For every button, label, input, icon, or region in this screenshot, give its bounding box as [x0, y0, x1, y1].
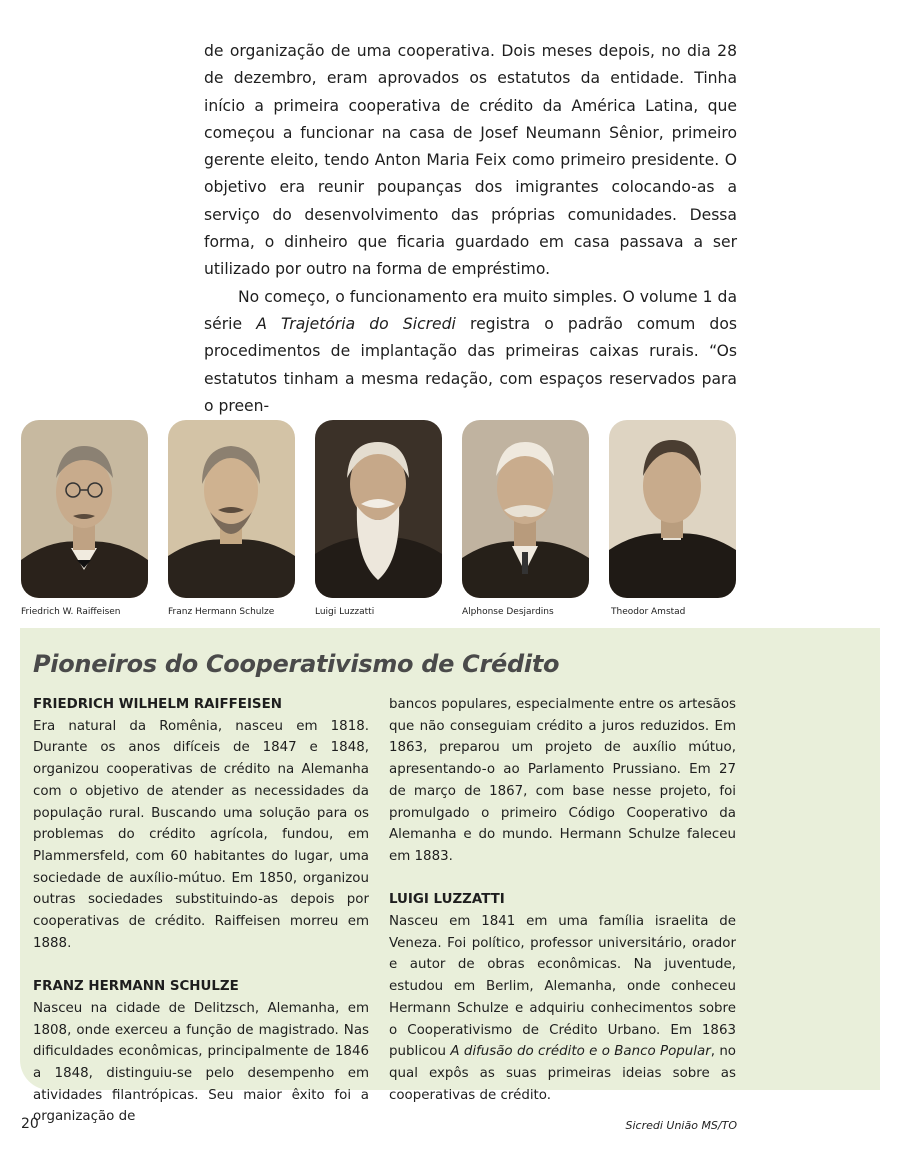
box-left-column	[33, 694, 369, 1128]
body-text-run: No começo, o funcionamento era muito simples. O volume 1 da série	[204, 287, 737, 333]
luzzatti-bio	[389, 911, 736, 1106]
raiffeisen-bio: Era natural da Romênia, nasceu em 1818. Durante os anos difíceis de 1847 e 1848, organizou cooperativas de crédito na Alemanha com o objetivo de atender as necessidades da população rural. Buscando uma solução para os problemas do crédito agrícola, fundou, em Plammersfeld, com 60 habitantes do lugar, uma sociedade de auxílio-mútuo. Em 1850, organizou outras sociedades substituindo-as depois por cooperativas de crédito. Raiffeisen morreu em 1888.	[33, 718, 369, 951]
book-title: A Trajetória do Sicredi	[256, 314, 456, 333]
book-title: A difusão do crédito e o Banco Popular	[450, 1044, 711, 1060]
raiffeisen-heading: FRIEDRICH WILHELM RAIFFEISEN	[33, 697, 282, 712]
body-paragraph	[204, 284, 737, 420]
page-number: 20	[21, 1116, 39, 1132]
box-title: Pioneiros do Cooperativismo de Crédito	[33, 650, 560, 678]
bio-text-run: , no qual expôs as suas primeiras ideias sobre as cooperativas de crédito.	[389, 1044, 736, 1103]
portrait-caption: Franz Hermann Schulze	[168, 607, 275, 617]
spacer	[389, 868, 736, 890]
luzzatti-heading: LUIGI LUZZATTI	[389, 892, 505, 908]
main-text	[204, 38, 737, 420]
portrait-amstad	[609, 420, 736, 598]
box-right-column	[389, 694, 736, 1106]
body-paragraph: de organização de uma cooperativa. Dois meses depois, no dia 28 de dezembro, eram aprovados os estatutos da entidade. Tinha início a primeira cooperativa de crédito da América Latina, que começou a funcionar na casa de Josef Neumann Sênior, primeiro gerente eleito, tendo Anton Maria Feix como primeiro presidente. O objetivo era reunir poupanças dos imigrantes colocando-as a serviço do desenvolvimento das próprias comunidades. Dessa forma, o dinheiro que ficaria guardado em casa passava a ser utilizado por outro na forma de empréstimo.	[204, 42, 737, 279]
portrait-caption: Friedrich W. Raiffeisen	[21, 607, 121, 617]
portrait-caption: Alphonse Desjardins	[462, 607, 554, 617]
portrait-caption: Luigi Luzzatti	[315, 607, 375, 617]
portrait-desjardins	[462, 420, 589, 598]
portrait-caption: Theodor Amstad	[611, 607, 686, 617]
publication-footer: Sicredi União MS/TO	[625, 1119, 737, 1132]
schulze-heading: FRANZ HERMANN SCHULZE	[33, 979, 239, 995]
portrait-raiffeisen	[21, 420, 148, 598]
body-text-run: registra o padrão comum dos procedimentos de implantação das primeiras caixas rurais. “Os estatutos tinham a mesma redação, com espaços reservados para o preen-	[204, 314, 737, 415]
bio-text-run: Nasceu em 1841 em uma família israelita de Veneza. Foi político, professor universitário, orador e autor de obras econômicas. Na juventude, estudou em Berlim, Alemanha, onde conheceu Hermann Schulze e adquiriu conhecimentos sobre o Cooperativismo de Crédito Urbano. Em 1863 publicou	[389, 914, 736, 1060]
portrait-luzzatti	[315, 420, 442, 598]
spacer	[33, 954, 369, 976]
portrait-schulze	[168, 420, 295, 598]
schulze-bio-continued: bancos populares, especialmente entre os artesãos que não conseguiam crédito a juros reduzidos. Em 1863, preparou um projeto de auxílio mútuo, apresentando-o ao Parlamento Prussiano. Em 27 de março de 1867, com base nesse projeto, foi promulgado o primeiro Código Cooperativo da Alemanha e do mundo. Hermann Schulze faleceu em 1883.	[389, 697, 736, 864]
schulze-bio: Nasceu na cidade de Delitzsch, Alemanha, em 1808, onde exerceu a função de magistrado. Nas dificuldades econômicas, principalmente de 1846 a 1848, distinguiu-se pelo desempenho em atividades filantrópicas. Seu maior êxito foi a organização de	[33, 1000, 369, 1125]
